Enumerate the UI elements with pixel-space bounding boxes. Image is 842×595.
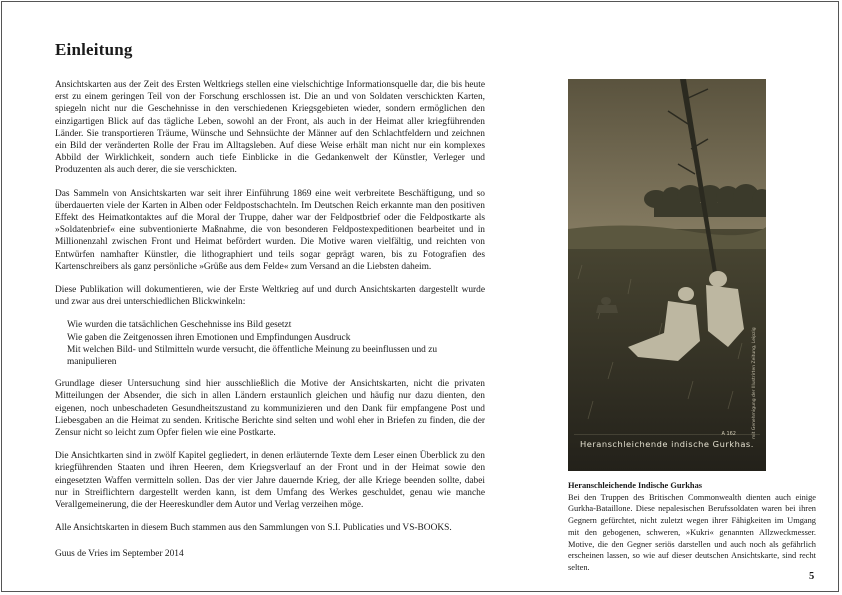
- list: [55, 319, 485, 368]
- postcard-code: A 162: [721, 431, 736, 437]
- body-text: [55, 79, 485, 546]
- author-signature: Guus de Vries im September 2014: [55, 549, 184, 559]
- list-item: Wie wurden die tatsächlichen Geschehnisse ins Bild gesetzt: [67, 320, 292, 331]
- paragraph: Alle Ansichtskarten in diesem Buch stammen aus den Sammlungen von S.I. Publicaties und VS-BOOKS.: [55, 523, 452, 534]
- postcard-caption: Heranschleichende indische Gurkhas.: [580, 439, 754, 449]
- list-item: Mit welchen Bild- und Stilmitteln wurde versucht, die öffentliche Meinung zu beeinflussen und zu manipulieren: [67, 344, 438, 368]
- paragraph: Das Sammeln von Ansichtskarten war seit ihrer Einführung 1869 eine weit verbreitete Beschäftigung, und so überdauerten viele der Karten in Alben oder Feldpostschachteln. Im Deutschen Reich erkannte man den positiven Effekt des Heimatkontaktes auf die Moral der Truppe, daher war der Feldpostbrief oder die Feldpostkarte als »Soldatenbrief« eine subventionierte Maßnahme, die von besonderen Feldpostexpeditionen bearbeitet und in Millionenzahl zwischen Front und Heimat befördert wurden. Die Motive waren vielfältig, und reichten von Entwürfen namhafter Künstler, die lithographiert und teils sogar geprägt waren, bis zu Fotografien des Kartenschreibers als ganz persönliche »Grüße aus dem Felde« zum Versand an die Liebsten daheim.: [55, 188, 485, 272]
- figure-caption-text: Bei den Truppen des Britischen Commonwealth dienten auch einige Gurkha-Bataillone. Diese nepalesischen Berufssoldaten waren bei ihren Gegnern gefürchtet, nicht zuletzt wegen ihrer Fähigkeiten im Umgang mit den gebogenen, schweren, »Kukri« genannten Allzweckmesser. Motive, die den Gegner seriös darstellen und auch noch als gefährlich erscheinen lassen, so wie auf dieser deutschen Ansichtskarte, sind recht selten.: [568, 492, 816, 572]
- postcard-photo: [568, 79, 766, 471]
- postcard-illustration: [568, 79, 766, 471]
- page-number: 5: [809, 571, 815, 582]
- figure-caption: [568, 480, 816, 574]
- postcard-side-text: mit Genehmigung der Illustrirten Zeitung, Leipzig: [752, 327, 757, 439]
- page-title: Einleitung: [55, 40, 133, 59]
- figure-caption-title: Heranschleichende Indische Gurkhas: [568, 481, 703, 490]
- paragraph: Die Ansichtkarten sind in zwölf Kapitel gegliedert, in denen erläuternde Texte dem Leser einen Überblick zu den kriegführenden Staaten und ihren Heeren, dem Kriegsverlauf an der Front und in der Heimat sowie den eingesetzten Waffen vermitteln sollen. Das der vier Jahre dauernde Krieg, der alle Kriege beenden sollte, dabei nur in Streiflichtern dargestellt werden kann, ist dem Umfang des Werkes geschuldet, genau wie manche Verallgemeinerung, die der Heereskundler dem Autor und Verlag verzeihen möge.: [55, 451, 485, 511]
- paragraph: Ansichtskarten aus der Zeit des Ersten Weltkriegs stellen eine vielschichtige Informationsquelle dar, die bis heute erst zu einem geringen Teil von der Forschung erschlossen ist. Die an und von Soldaten verschickten Karten, spiegeln nicht nur die Geschehnisse in den verschiedenen Kriegsgebieten wieder, sondern ermöglichen den einzigartigen Blick auf das tägliche Leben, sowohl an der Front, als auch in der Heimat aller kriegführenden Länder. Sie transportieren Träume, Wünsche und Sehnsüchte der Männer auf den Schlachtfeldern und zeichnen ein Bild der veränderten Rolle der Frau im Alltagsleben. Auf diese Weise erhält man nicht nur ein komplexes Abbild der Wirklichkeit, sondern auch tiefe Einblicke in die Gedankenwelt der Künstler, Verleger und Produzenten als auch derer, die sie verschickten.: [55, 80, 485, 176]
- paragraph: Diese Publikation will dokumentieren, wie der Erste Weltkrieg auf und durch Ansichtskarten dargestellt wurde und zwar aus drei unterschiedlichen Blickwinkeln:: [55, 285, 485, 308]
- paragraph: Grundlage dieser Untersuchung sind hier ausschließlich die Motive der Ansichtskarten, nicht die privaten Mitteilungen der Absender, die sich in allen Ländern erstaunlich gleichen und häufig nur dazu dienten, den eigenen, noch unbeschadeten Gesundheitszustand zu kommunizieren und den Dank für empfangene Post und Liebesgaben an die Heimat zu senden. Kritische Berichte sind selten und wohl eher in Briefen zu finden, die der Zensur nicht so leicht zum Opfer fielen wie eine Postkarte.: [55, 379, 485, 439]
- list-item: Wie gaben die Zeitgenossen ihren Emotionen und Empfindungen Ausdruck: [67, 332, 351, 343]
